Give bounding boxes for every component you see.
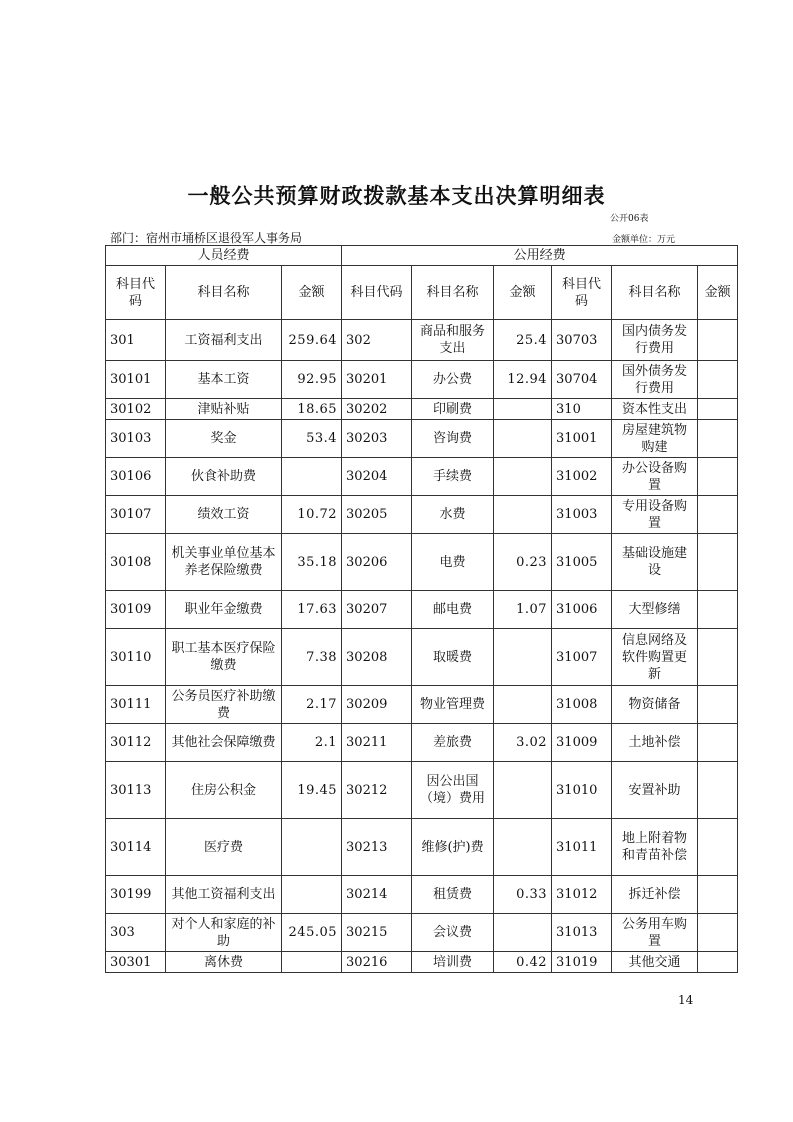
amount-cell (494, 458, 552, 496)
amount-cell (282, 458, 342, 496)
header-amount: 金额 (282, 266, 342, 320)
name-cell: 职工基本医疗保险缴费 (166, 629, 282, 686)
amount-cell: 2.17 (282, 686, 342, 724)
code-cell: 31002 (552, 458, 612, 496)
code-cell: 31019 (552, 952, 612, 973)
name-cell: 国内债务发行费用 (612, 320, 698, 361)
amount-cell: 18.65 (282, 399, 342, 420)
amount-cell (698, 320, 738, 361)
code-cell: 303 (106, 914, 166, 952)
code-cell: 31001 (552, 420, 612, 458)
table-row (106, 724, 738, 762)
amount-cell: 1.07 (494, 591, 552, 629)
table-row (106, 819, 738, 876)
name-cell: 公务员医疗补助缴费 (166, 686, 282, 724)
code-cell: 30213 (342, 819, 412, 876)
code-cell: 31011 (552, 819, 612, 876)
amount-cell (698, 952, 738, 973)
name-cell: 维修(护)费 (412, 819, 494, 876)
name-cell: 奖金 (166, 420, 282, 458)
amount-unit: 金额单位：万元 (612, 235, 676, 245)
amount-cell (698, 420, 738, 458)
code-cell: 31012 (552, 876, 612, 914)
table-row (106, 686, 738, 724)
code-cell: 302 (342, 320, 412, 361)
amount-cell: 19.45 (282, 762, 342, 819)
table-row (106, 629, 738, 686)
name-cell: 手续费 (412, 458, 494, 496)
code-cell: 31007 (552, 629, 612, 686)
name-cell: 办公费 (412, 361, 494, 399)
name-cell: 拆迁补偿 (612, 876, 698, 914)
name-cell: 因公出国（境）费用 (412, 762, 494, 819)
name-cell: 房屋建筑物购建 (612, 420, 698, 458)
code-cell: 31009 (552, 724, 612, 762)
code-cell: 30301 (106, 952, 166, 973)
table-row (106, 534, 738, 591)
header-name: 科目名称 (166, 266, 282, 320)
code-cell: 30109 (106, 591, 166, 629)
name-cell: 机关事业单位基本养老保险缴费 (166, 534, 282, 591)
code-cell: 30199 (106, 876, 166, 914)
amount-cell (494, 686, 552, 724)
amount-cell (494, 629, 552, 686)
code-cell: 30216 (342, 952, 412, 973)
amount-cell (698, 629, 738, 686)
code-cell: 30112 (106, 724, 166, 762)
code-cell: 31003 (552, 496, 612, 534)
name-cell: 邮电费 (412, 591, 494, 629)
amount-cell (494, 496, 552, 534)
amount-cell: 245.05 (282, 914, 342, 952)
table-row (106, 496, 738, 534)
page-number: 14 (678, 993, 694, 1007)
amount-cell: 35.18 (282, 534, 342, 591)
code-cell: 30202 (342, 399, 412, 420)
table-row (106, 762, 738, 819)
code-cell: 30107 (106, 496, 166, 534)
name-cell: 培训费 (412, 952, 494, 973)
amount-cell: 25.4 (494, 320, 552, 361)
code-cell: 301 (106, 320, 166, 361)
amount-cell (698, 534, 738, 591)
form-code: 公开06表 (610, 214, 649, 224)
name-cell: 电费 (412, 534, 494, 591)
table-row (106, 420, 738, 458)
table-row (106, 876, 738, 914)
amount-cell: 3.02 (494, 724, 552, 762)
name-cell: 基础设施建设 (612, 534, 698, 591)
name-cell: 会议费 (412, 914, 494, 952)
amount-cell (494, 819, 552, 876)
code-cell: 310 (552, 399, 612, 420)
table-row (106, 458, 738, 496)
section-public: 公用经费 (342, 246, 738, 266)
code-cell: 30110 (106, 629, 166, 686)
amount-cell (698, 458, 738, 496)
name-cell: 国外债务发行费用 (612, 361, 698, 399)
amount-cell: 0.23 (494, 534, 552, 591)
amount-cell: 10.72 (282, 496, 342, 534)
table-row (106, 399, 738, 420)
header-code: 科目代码 (342, 266, 412, 320)
code-cell: 30102 (106, 399, 166, 420)
name-cell: 津贴补贴 (166, 399, 282, 420)
code-cell: 30114 (106, 819, 166, 876)
code-cell: 30704 (552, 361, 612, 399)
amount-cell: 2.1 (282, 724, 342, 762)
code-cell: 30703 (552, 320, 612, 361)
name-cell: 信息网络及软件购置更新 (612, 629, 698, 686)
name-cell: 对个人和家庭的补助 (166, 914, 282, 952)
code-cell: 30208 (342, 629, 412, 686)
name-cell: 印刷费 (412, 399, 494, 420)
name-cell: 伙食补助费 (166, 458, 282, 496)
amount-cell (698, 762, 738, 819)
name-cell: 职业年金缴费 (166, 591, 282, 629)
code-cell: 30201 (342, 361, 412, 399)
code-cell: 31008 (552, 686, 612, 724)
name-cell: 大型修缮 (612, 591, 698, 629)
amount-cell (282, 952, 342, 973)
name-cell: 水费 (412, 496, 494, 534)
amount-cell (698, 914, 738, 952)
code-cell: 30111 (106, 686, 166, 724)
name-cell: 医疗费 (166, 819, 282, 876)
code-cell: 30103 (106, 420, 166, 458)
name-cell: 差旅费 (412, 724, 494, 762)
name-cell: 公务用车购置 (612, 914, 698, 952)
code-cell: 30206 (342, 534, 412, 591)
amount-cell (698, 686, 738, 724)
header-name: 科目名称 (412, 266, 494, 320)
name-cell: 专用设备购置 (612, 496, 698, 534)
amount-cell (698, 399, 738, 420)
amount-cell: 17.63 (282, 591, 342, 629)
amount-cell (282, 876, 342, 914)
name-cell: 基本工资 (166, 361, 282, 399)
code-cell: 30113 (106, 762, 166, 819)
name-cell: 咨询费 (412, 420, 494, 458)
name-cell: 其他工资福利支出 (166, 876, 282, 914)
amount-cell (698, 876, 738, 914)
code-cell: 30101 (106, 361, 166, 399)
name-cell: 地上附着物和青苗补偿 (612, 819, 698, 876)
table-row (106, 320, 738, 361)
amount-cell (698, 496, 738, 534)
name-cell: 住房公积金 (166, 762, 282, 819)
amount-cell (698, 819, 738, 876)
department-label: 部门：宿州市埇桥区退役军人事务局 (110, 231, 303, 245)
name-cell: 资本性支出 (612, 399, 698, 420)
name-cell: 取暖费 (412, 629, 494, 686)
header-amount: 金额 (494, 266, 552, 320)
table-row (106, 591, 738, 629)
name-cell: 绩效工资 (166, 496, 282, 534)
code-cell: 31010 (552, 762, 612, 819)
amount-cell: 92.95 (282, 361, 342, 399)
amount-cell (282, 819, 342, 876)
code-cell: 30215 (342, 914, 412, 952)
name-cell: 工资福利支出 (166, 320, 282, 361)
code-cell: 31013 (552, 914, 612, 952)
expenditure-table (105, 245, 738, 973)
amount-cell (494, 399, 552, 420)
section-personnel: 人员经费 (106, 246, 342, 266)
amount-cell (698, 361, 738, 399)
code-cell: 30209 (342, 686, 412, 724)
code-cell: 30207 (342, 591, 412, 629)
code-cell: 30214 (342, 876, 412, 914)
code-cell: 30203 (342, 420, 412, 458)
code-cell: 30204 (342, 458, 412, 496)
header-name: 科目名称 (612, 266, 698, 320)
page-title: 一般公共预算财政拨款基本支出决算明细表 (187, 184, 606, 208)
name-cell: 租赁费 (412, 876, 494, 914)
code-cell: 30205 (342, 496, 412, 534)
name-cell: 离休费 (166, 952, 282, 973)
header-amount: 金额 (698, 266, 738, 320)
amount-cell (494, 420, 552, 458)
amount-cell: 0.33 (494, 876, 552, 914)
name-cell: 土地补偿 (612, 724, 698, 762)
name-cell: 其他社会保障缴费 (166, 724, 282, 762)
name-cell: 物资储备 (612, 686, 698, 724)
amount-cell: 7.38 (282, 629, 342, 686)
name-cell: 安置补助 (612, 762, 698, 819)
code-cell: 30211 (342, 724, 412, 762)
amount-cell: 259.64 (282, 320, 342, 361)
name-cell: 商品和服务支出 (412, 320, 494, 361)
code-cell: 31006 (552, 591, 612, 629)
amount-cell (698, 591, 738, 629)
amount-cell: 0.42 (494, 952, 552, 973)
header-code: 科目代码 (106, 266, 166, 320)
table-row (106, 361, 738, 399)
amount-cell: 53.4 (282, 420, 342, 458)
code-cell: 30106 (106, 458, 166, 496)
amount-cell (494, 762, 552, 819)
table-row (106, 914, 738, 952)
name-cell: 物业管理费 (412, 686, 494, 724)
amount-cell (494, 914, 552, 952)
amount-cell (698, 724, 738, 762)
code-cell: 30108 (106, 534, 166, 591)
name-cell: 其他交通 (612, 952, 698, 973)
code-cell: 31005 (552, 534, 612, 591)
code-cell: 30212 (342, 762, 412, 819)
header-code: 科目代码 (552, 266, 612, 320)
amount-cell: 12.94 (494, 361, 552, 399)
name-cell: 办公设备购置 (612, 458, 698, 496)
table-row (106, 952, 738, 973)
